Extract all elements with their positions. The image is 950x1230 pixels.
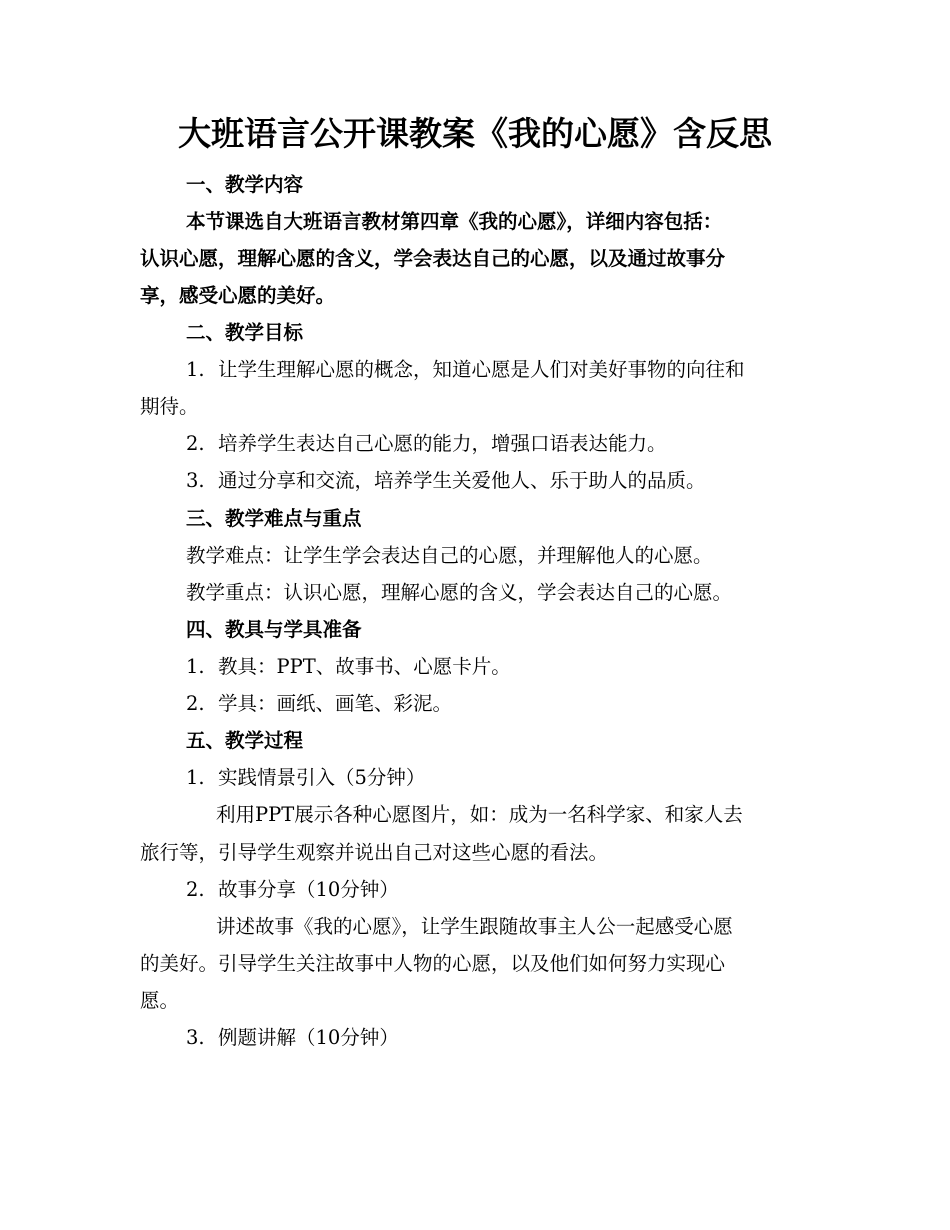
item-number: 1. — [186, 655, 205, 678]
item-text: 培养学生表达自己心愿的能力，增强口语表达能力。 — [218, 432, 667, 455]
process-step-text: 利用PPT展示各种心愿图片，如：成为一名科学家、和家人去 — [216, 803, 743, 826]
process-step-title — [186, 876, 866, 904]
key-point-text: 教学重点：认识心愿，理解心愿的含义，学会表达自己的心愿。 — [186, 581, 733, 604]
item-number: 1. — [186, 766, 205, 789]
process-step-text: 旅行等，引导学生观察并说出自己对这些心愿的看法。 — [140, 841, 609, 864]
step-title-text: 故事分享（10分钟） — [218, 878, 399, 901]
material-item — [186, 653, 866, 681]
document-title: 大班语言公开课教案《我的心愿》含反思 — [178, 114, 772, 153]
content-paragraph-line: 认识心愿，理解心愿的含义，学会表达自己的心愿，以及通过故事分 — [140, 247, 726, 270]
item-number: 1. — [186, 358, 205, 381]
objective-item — [186, 430, 866, 458]
item-text: 通过分享和交流，培养学生关爱他人、乐于助人的品质。 — [218, 469, 706, 492]
step-title-text: 例题讲解（10分钟） — [218, 1026, 399, 1049]
content-paragraph-line: 本节课选自大班语言教材第四章《我的心愿》，详细内容包括： — [186, 210, 723, 233]
item-text: 教具：PPT、故事书、心愿卡片。 — [218, 655, 511, 678]
item-number: 2. — [186, 692, 205, 715]
item-number: 3. — [186, 469, 205, 492]
section-heading-content: 一、教学内容 — [186, 173, 304, 196]
objective-item — [186, 356, 866, 384]
process-step-title — [186, 764, 866, 792]
section-heading-difficulty: 三、教学难点与重点 — [186, 507, 362, 530]
process-step-text: 愿。 — [140, 989, 180, 1012]
objective-item-continuation: 期待。 — [140, 395, 199, 418]
item-number: 3. — [186, 1026, 205, 1049]
section-heading-process: 五、教学过程 — [186, 729, 304, 752]
section-heading-objectives: 二、教学目标 — [186, 321, 304, 344]
item-text: 让学生理解心愿的概念，知道心愿是人们对美好事物的向往和 — [218, 358, 745, 381]
item-number: 2. — [186, 432, 205, 455]
item-text: 学具：画纸、画笔、彩泥。 — [218, 692, 453, 715]
section-heading-materials: 四、教具与学具准备 — [186, 618, 362, 641]
process-step-text: 的美好。引导学生关注故事中人物的心愿，以及他们如何努力实现心 — [140, 952, 726, 975]
process-step-title — [186, 1024, 866, 1052]
material-item — [186, 690, 866, 718]
item-number: 2. — [186, 878, 205, 901]
step-title-text: 实践情景引入（5分钟） — [218, 766, 426, 789]
difficulty-text: 教学难点：让学生学会表达自己的心愿，并理解他人的心愿。 — [186, 544, 713, 567]
process-step-text: 讲述故事《我的心愿》，让学生跟随故事主人公一起感受心愿 — [216, 915, 733, 938]
objective-item — [186, 467, 866, 495]
content-paragraph-line: 享，感受心愿的美好。 — [140, 284, 336, 307]
